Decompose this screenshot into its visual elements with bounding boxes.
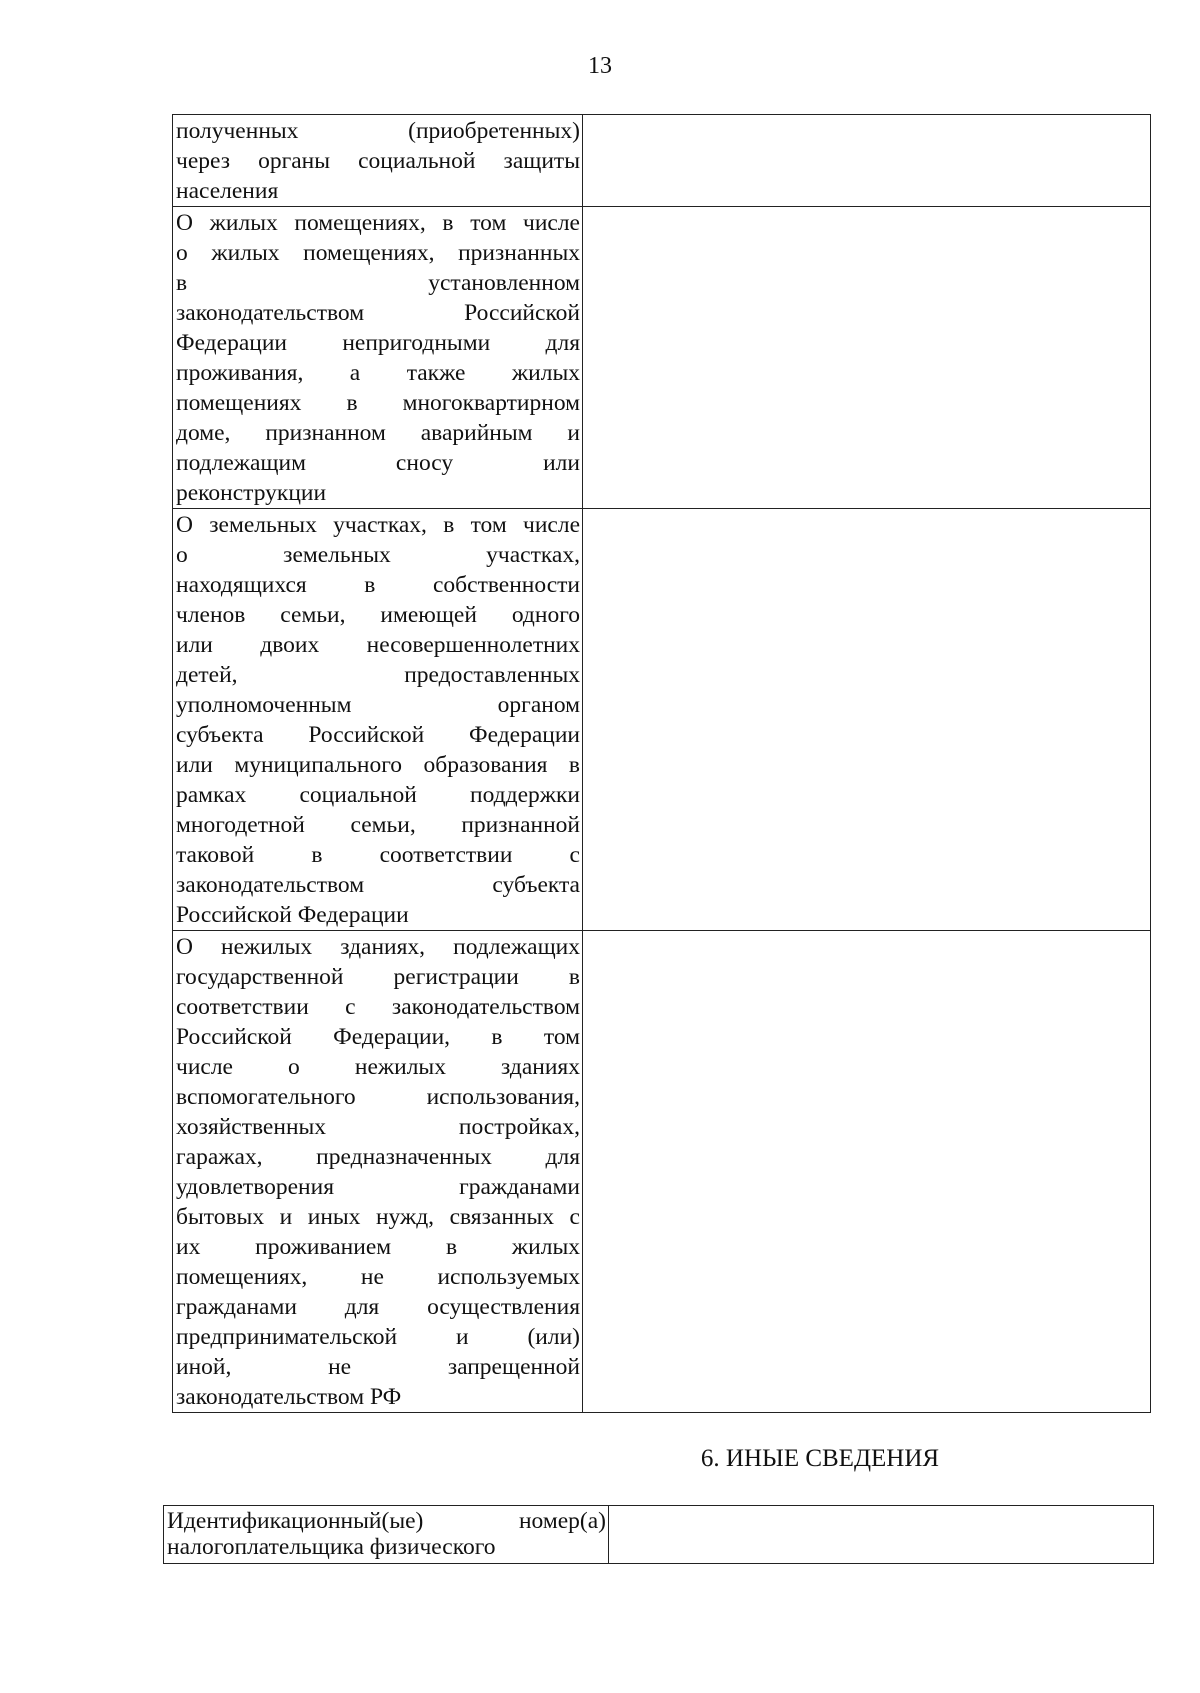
text-line: соответствии с законодательством (176, 994, 580, 1020)
row-label-cell (164, 1506, 609, 1564)
text-line: Российской Федерации, в том (176, 1024, 580, 1050)
row-label-cell (173, 207, 583, 509)
text-line: полученных (приобретенных) (176, 118, 580, 144)
text-line: реконструкции (176, 480, 327, 506)
text-line: о жилых помещениях, признанных (176, 240, 580, 266)
text-line: таковой в соответствии с (176, 842, 580, 868)
text-line: числе о нежилых зданиях (176, 1054, 580, 1080)
text-line: вспомогательного использования, (176, 1084, 580, 1110)
text-line: налогоплательщика физического (167, 1534, 496, 1560)
table-row (173, 207, 1151, 509)
text-line: удовлетворения гражданами (176, 1174, 580, 1200)
text-line: помещениях, не используемых (176, 1264, 580, 1290)
row-value-cell[interactable] (583, 931, 1151, 1413)
text-line: законодательством субъекта (176, 872, 580, 898)
other-info-table (163, 1505, 1154, 1564)
text-line: бытовых и иных нужд, связанных с (176, 1204, 580, 1230)
text-line: гражданами для осуществления (176, 1294, 580, 1320)
text-line: Федерации непригодными для (176, 330, 580, 356)
text-line: законодательством Российской (176, 300, 580, 326)
text-line: предпринимательской и (или) (176, 1324, 580, 1350)
page-number: 13 (588, 53, 612, 79)
row-value-cell[interactable] (583, 207, 1151, 509)
text-line: о земельных участках, (176, 542, 580, 568)
text-line: Идентификационный(ые) номер(а) (167, 1508, 606, 1534)
row-label-residential-premises (173, 207, 582, 508)
text-line: Российской Федерации (176, 902, 409, 928)
section-heading: 6. ИНЫЕ СВЕДЕНИЯ (700, 1445, 940, 1472)
text-line: О земельных участках, в том числе (176, 512, 580, 538)
text-line: или двоих несовершеннолетних (176, 632, 580, 658)
table-row (173, 509, 1151, 931)
text-line: проживания, а также жилых (176, 360, 580, 386)
text-line: гаражах, предназначенных для (176, 1144, 580, 1170)
text-line: О жилых помещениях, в том числе (176, 210, 580, 236)
text-line: детей, предоставленных (176, 662, 580, 688)
row-label-social-protection (173, 115, 582, 206)
row-value-cell[interactable] (583, 115, 1151, 207)
text-line: хозяйственных постройках, (176, 1114, 580, 1140)
text-line: или муниципального образования в (176, 752, 580, 778)
text-line: подлежащим сносу или (176, 450, 580, 476)
text-line: через органы социальной защиты (176, 148, 580, 174)
text-line: рамках социальной поддержки (176, 782, 580, 808)
text-line: государственной регистрации в (176, 964, 580, 990)
text-line: доме, признанном аварийным и (176, 420, 580, 446)
table-row (173, 115, 1151, 207)
text-line: их проживанием в жилых (176, 1234, 580, 1260)
text-line: уполномоченным органом (176, 692, 580, 718)
row-value-cell[interactable] (583, 509, 1151, 931)
property-table (172, 114, 1151, 1413)
text-line: населения (176, 178, 279, 204)
row-label-taxpayer-id (164, 1506, 608, 1560)
table-row (173, 931, 1151, 1413)
row-label-non-residential-buildings (173, 931, 582, 1412)
row-label-cell (173, 509, 583, 931)
text-line: помещениях в многоквартирном (176, 390, 580, 416)
row-label-land-plots (173, 509, 582, 930)
row-value-cell[interactable] (609, 1506, 1154, 1564)
text-line: субъекта Российской Федерации (176, 722, 580, 748)
row-label-cell (173, 931, 583, 1413)
text-line: членов семьи, имеющей одного (176, 602, 580, 628)
text-line: находящихся в собственности (176, 572, 580, 598)
text-line: законодательством РФ (176, 1384, 402, 1410)
text-line: многодетной семьи, признанной (176, 812, 580, 838)
text-line: О нежилых зданиях, подлежащих (176, 934, 580, 960)
text-line: в установленном (176, 270, 580, 296)
table-row (164, 1506, 1154, 1564)
text-line: иной, не запрещенной (176, 1354, 580, 1380)
row-label-cell (173, 115, 583, 207)
